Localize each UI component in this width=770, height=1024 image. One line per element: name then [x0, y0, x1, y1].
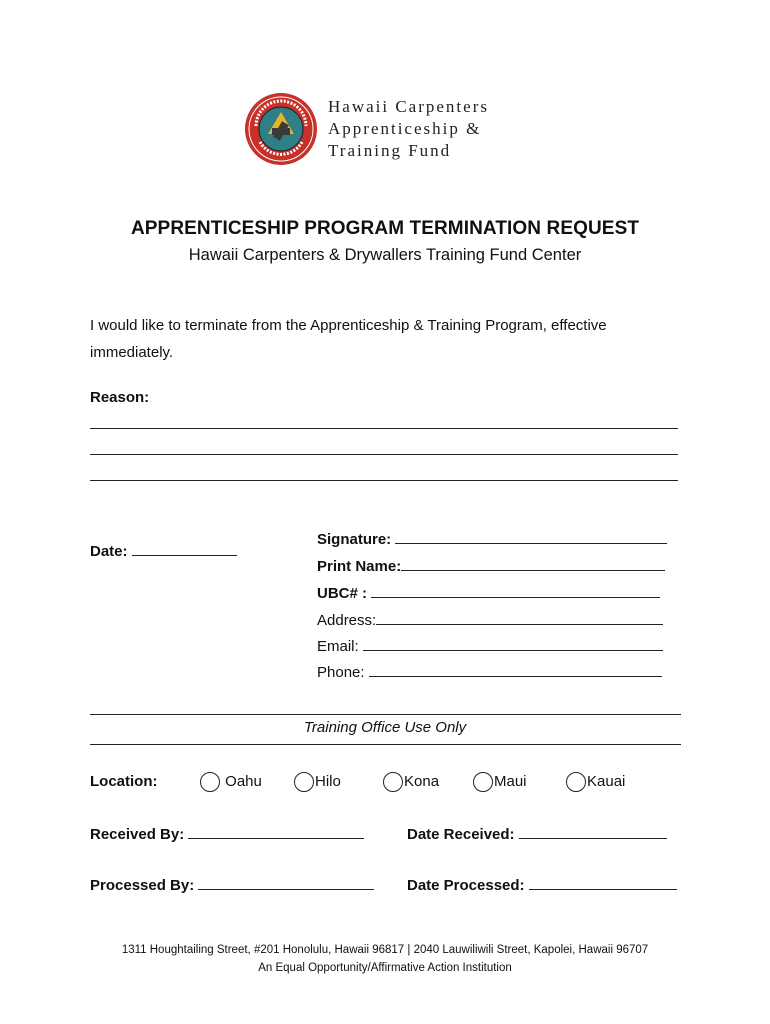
- signature-blank[interactable]: [395, 529, 667, 544]
- date-field: [90, 541, 237, 560]
- date-label: Date:: [90, 543, 128, 560]
- ubc-label: UBC# :: [317, 585, 368, 602]
- received-by-blank[interactable]: [188, 824, 364, 839]
- org-name-line-3: Training Fund: [328, 141, 452, 160]
- address-label: Address:: [317, 612, 377, 629]
- org-name-line-1: Hawaii Carpenters: [328, 97, 489, 116]
- footer-eoe: An Equal Opportunity/Affirmative Action Institution: [258, 962, 512, 974]
- phone-field: [317, 662, 662, 681]
- location-option-label: Hilo: [315, 772, 341, 790]
- office-divider-bottom: [90, 744, 681, 745]
- address-blank[interactable]: [376, 610, 663, 625]
- location-option-maui[interactable]: [473, 772, 527, 792]
- date-blank[interactable]: [132, 541, 237, 556]
- date-received-blank[interactable]: [519, 824, 667, 839]
- form-subtitle: Hawaii Carpenters & Drywallers Training Fund Center: [188, 246, 582, 264]
- ubc-field: [317, 583, 660, 602]
- reason-label: Reason:: [90, 389, 150, 406]
- print-name-blank[interactable]: [401, 556, 665, 571]
- location-option-oahu[interactable]: [200, 772, 262, 792]
- location-option-hilo[interactable]: [294, 772, 341, 792]
- date-processed-blank[interactable]: [529, 875, 677, 890]
- signature-field: [317, 529, 667, 548]
- processed-by-field: [90, 875, 374, 894]
- phone-label: Phone:: [317, 664, 365, 681]
- org-name-line-2: Apprenticeship &: [328, 119, 482, 138]
- radio-icon[interactable]: [473, 772, 493, 792]
- reason-line-3[interactable]: [90, 480, 678, 481]
- location-label: Location:: [90, 773, 158, 790]
- location-option-label: Kona: [404, 772, 440, 790]
- date-received-label: Date Received:: [407, 826, 515, 843]
- radio-icon[interactable]: [383, 772, 403, 792]
- location-option-kona[interactable]: [383, 772, 439, 792]
- date-processed-field: [407, 875, 677, 894]
- print-name-label: Print Name:: [317, 558, 402, 575]
- phone-blank[interactable]: [369, 662, 662, 677]
- office-divider-top: [90, 714, 681, 715]
- radio-icon[interactable]: [200, 772, 220, 792]
- processed-by-label: Processed By:: [90, 877, 195, 894]
- radio-icon[interactable]: [566, 772, 586, 792]
- reason-line-1[interactable]: [90, 428, 678, 429]
- email-label: Email:: [317, 638, 359, 655]
- org-name: [328, 96, 489, 162]
- received-by-label: Received By:: [90, 826, 185, 843]
- header-logo: [244, 92, 544, 172]
- location-option-kauai[interactable]: [566, 772, 625, 792]
- seal-logo: [244, 92, 318, 166]
- ubc-blank[interactable]: [371, 583, 660, 598]
- location-option-label: Kauai: [587, 772, 626, 790]
- signature-label: Signature:: [317, 531, 392, 548]
- location-option-label: Maui: [494, 772, 527, 790]
- received-by-field: [90, 824, 364, 843]
- email-field: [317, 636, 663, 655]
- address-field: [317, 610, 663, 629]
- print-name-field: [317, 556, 665, 575]
- date-processed-label: Date Processed:: [407, 877, 525, 894]
- footer-address: 1311 Houghtailing Street, #201 Honolulu, Hawaii 96817 | 2040 Lauwiliwili Street, Kapolei, Hawaii 96707: [121, 944, 649, 956]
- processed-by-blank[interactable]: [198, 875, 374, 890]
- radio-icon[interactable]: [294, 772, 314, 792]
- date-received-field: [407, 824, 667, 843]
- email-blank[interactable]: [363, 636, 663, 651]
- intro-text: I would like to terminate from the Apprenticeship & Training Program, effective immediately.: [90, 317, 607, 361]
- form-title: APPRENTICESHIP PROGRAM TERMINATION REQUEST: [130, 218, 640, 239]
- reason-line-2[interactable]: [90, 454, 678, 455]
- location-option-label: Oahu: [225, 772, 262, 790]
- office-use-label: Training Office Use Only: [303, 719, 467, 736]
